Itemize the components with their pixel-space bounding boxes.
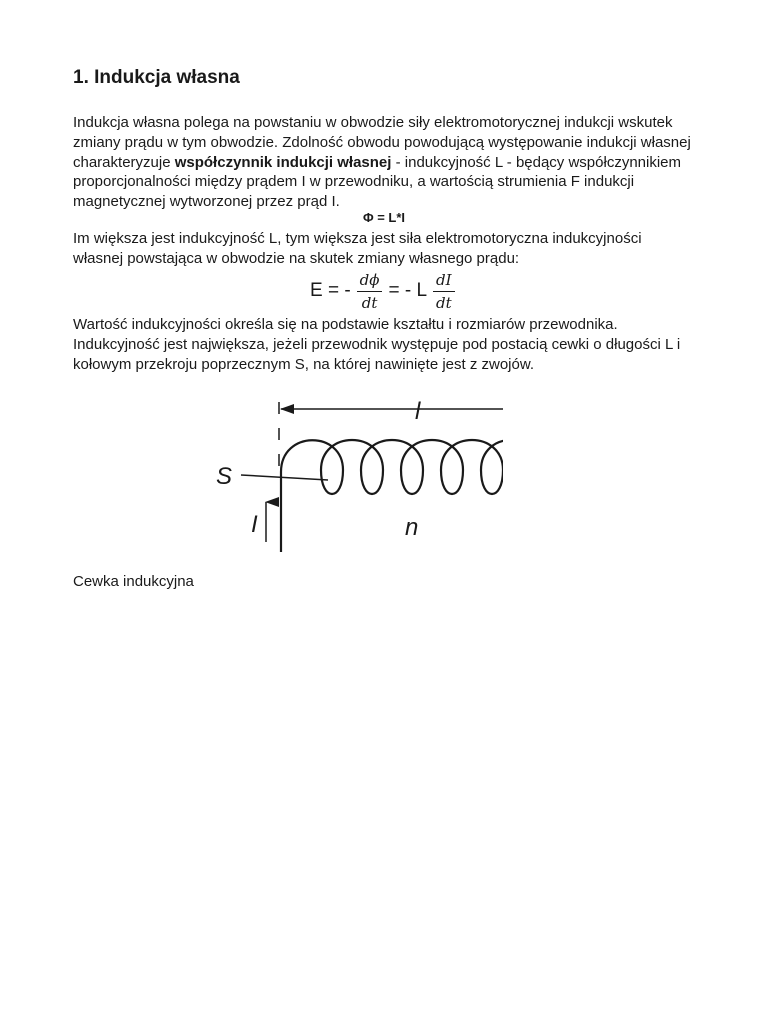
fraction-numerator: dϕ <box>357 270 383 292</box>
formula-flux: Φ = L*I <box>362 210 406 225</box>
fraction-denominator: dt <box>435 293 452 312</box>
paragraph-intro <box>73 113 695 212</box>
coil-diagram <box>143 392 503 552</box>
formula-emf <box>308 268 459 314</box>
section-heading: 1. Indukcja własna <box>73 67 240 88</box>
section-pointer <box>241 475 328 480</box>
bold-term: współczynnik indukcji własnej <box>174 153 392 171</box>
paragraph-inductance: Wartość indukcyjności określa się na podstawie kształtu i rozmiarów przewodnika. Indukcyjność jest największa, jeżeli przewodnik występuje pod postacią cewki o długości L i kołowym przekroju poprzecznym S, na której nawinięte jest z zwojów. <box>73 316 681 373</box>
paragraph-intro-text-1: Indukcja własna polega na powstaniu w obwodzie siły elektromotorycznej indukcji wskutek zmiany prądu w tym obwodzie. Zdolność obwodu powodującą występowanie indukcji własnej charakteryzuje <box>73 114 691 171</box>
fraction-denominator: dt <box>361 293 378 312</box>
label-length: l <box>415 398 421 425</box>
formula-emf-lhs: E = - <box>310 280 351 301</box>
label-section: S <box>216 463 233 490</box>
figure-caption: Cewka indukcyjna <box>73 573 194 590</box>
fraction-numerator: dI <box>433 270 455 292</box>
paragraph-emf: Im większa jest indukcyjność L, tym większa jest siła elektromotoryczna indukcyjności własnej powstająca w obwodzie na skutek zmiany własnego prądu: <box>73 230 642 267</box>
fraction-dphi-dt <box>357 270 383 313</box>
fraction-di-dt <box>433 270 455 313</box>
coil-wire <box>281 440 503 552</box>
label-turns: n <box>405 514 419 541</box>
label-current: I <box>251 511 258 538</box>
paragraph-intro-text-2: - indukcyjność L - będący współczynnikiem proporcjonalności między prądem I w przewodniku, a wartością strumienia F indukcji magnetycznej wytworzonej przez prąd I. <box>73 153 682 211</box>
formula-emf-mid: = - L <box>388 280 428 301</box>
